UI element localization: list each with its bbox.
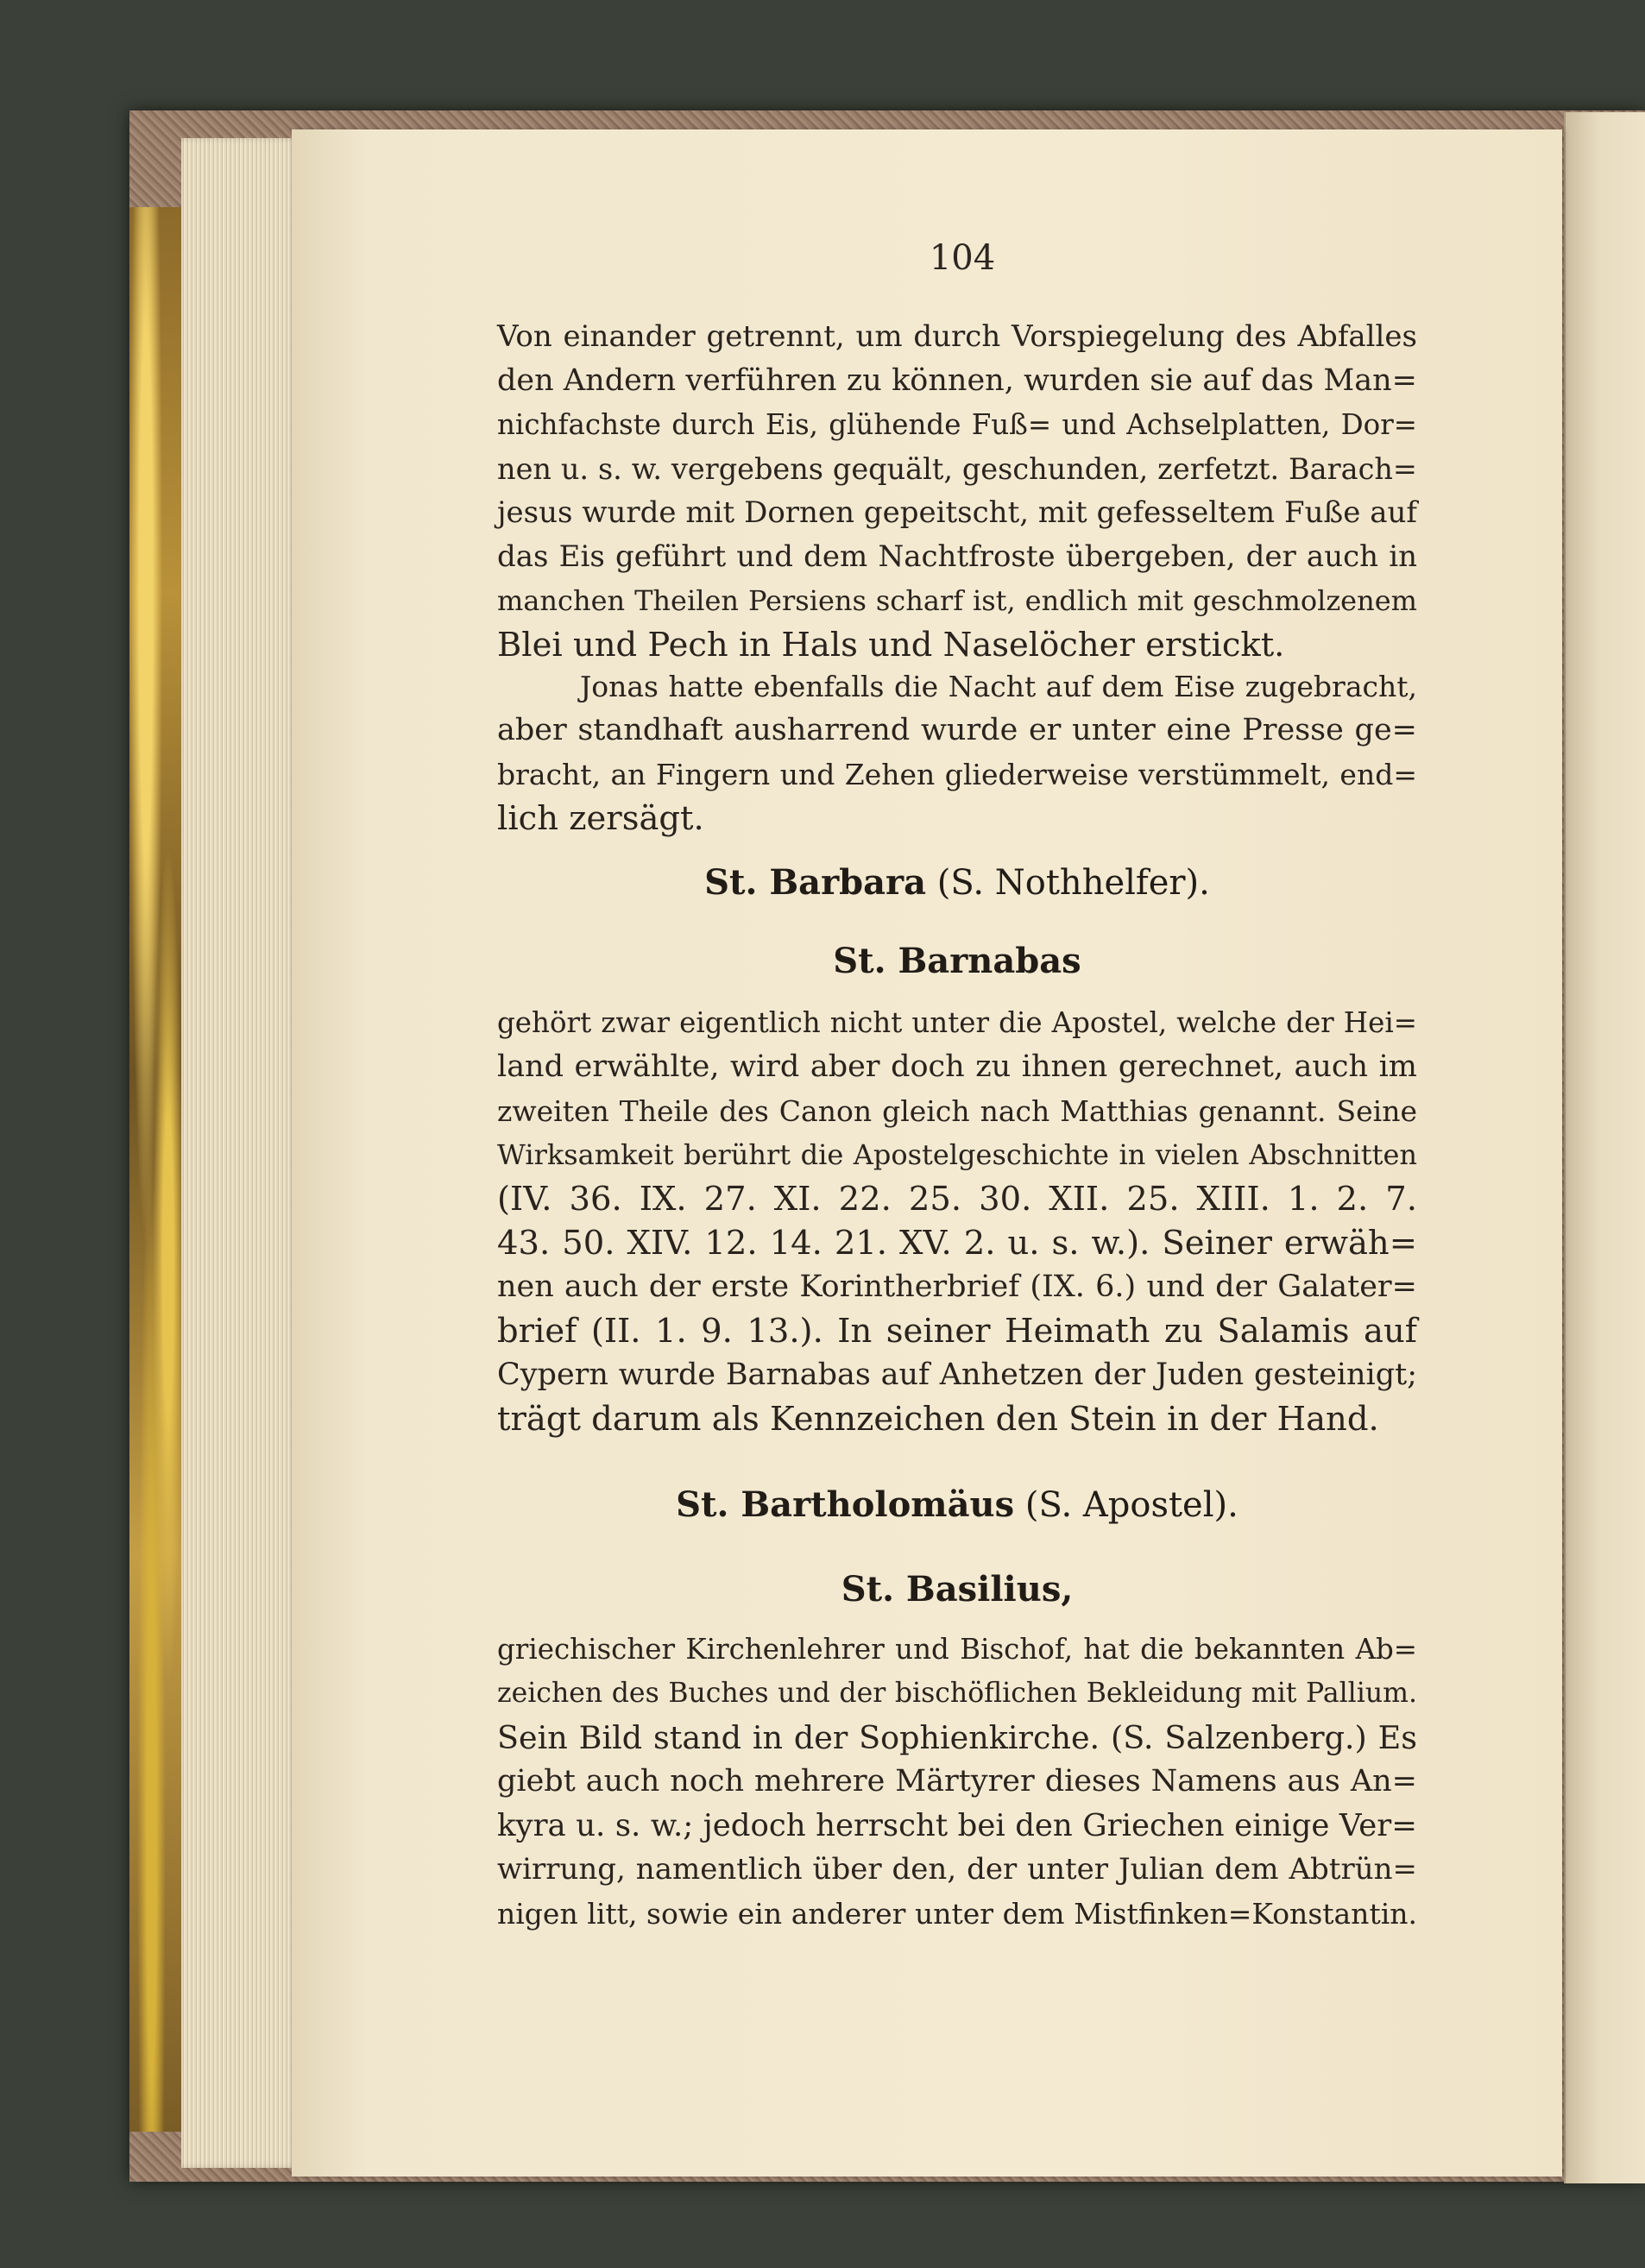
paragraph-jonas xyxy=(497,665,1417,841)
text-line: wirrung, namentlich über den, der unter Julian dem Abtrün= xyxy=(497,1852,1417,1887)
text-line: nen auch der erste Korintherbrief (IX. 6.) und der Galater= xyxy=(497,1269,1417,1304)
text-line: aber standhaft ausharrend wurde er unter eine Presse ge= xyxy=(497,713,1417,747)
facing-page-edge xyxy=(1564,112,1645,2183)
text-line: jesus wurde mit Dornen gepeitscht, mit gefesseltem Fuße auf xyxy=(497,495,1417,530)
paragraph-barnabas xyxy=(497,1001,1417,1441)
text-line: nen u. s. w. vergebens gequält, geschunden, zerfetzt. Barach= xyxy=(497,452,1417,486)
heading-bold: St. Basilius, xyxy=(841,1569,1074,1610)
text-line: zweiten Theile des Canon gleich nach Matthias genannt. Seine xyxy=(497,1094,1417,1128)
heading-st-basilius xyxy=(497,1567,1417,1611)
text-line: das Eis geführt und dem Nachtfroste übergeben, der auch in xyxy=(497,539,1417,574)
heading-bold: St. Barbara xyxy=(704,862,927,903)
text-line: (IV. 36. IX. 27. XI. 22. 25. 30. XII. 25. XIII. 1. 2. 7. xyxy=(497,1180,1417,1219)
text-line: Sein Bild stand in der Sophienkirche. (S. Salzenberg.) Es xyxy=(497,1719,1417,1756)
heading-st-barbara xyxy=(497,860,1417,904)
paragraph-basilius xyxy=(497,1628,1417,1936)
text-line: Cypern wurde Barnabas auf Anhetzen der Juden gesteinigt; xyxy=(497,1358,1417,1392)
text-line: bracht, an Fingern und Zehen gliederweise verstümmelt, end= xyxy=(497,758,1417,791)
text-line: Blei und Pech in Hals und Naselöcher erstickt. xyxy=(497,626,1285,665)
text-line: land erwählte, wird aber doch zu ihnen gerechnet, auch im xyxy=(497,1049,1417,1084)
page-number: 104 xyxy=(929,238,996,278)
text-line: giebt auch noch mehrere Märtyrer dieses Namens aus An= xyxy=(497,1764,1417,1799)
text-line: Wirksamkeit berührt die Apostelgeschichte in vielen Abschnitten xyxy=(497,1138,1417,1171)
heading-rest: (S. Apostel). xyxy=(1014,1485,1238,1525)
text-line: lich zersägt. xyxy=(497,799,704,838)
text-line: trägt darum als Kennzeichen den Stein in der Hand. xyxy=(497,1400,1379,1439)
page-stack-edges xyxy=(181,138,302,2168)
text-line: 43. 50. XIV. 12. 14. 21. XV. 2. u. s. w.). Seiner erwäh= xyxy=(497,1224,1417,1263)
text-line: Von einander getrennt, um durch Vorspiegelung des Abfalles xyxy=(497,319,1417,354)
text-line: kyra u. s. w.; jedoch herrscht bei den Griechen einige Ver= xyxy=(497,1808,1417,1843)
marbled-endpaper xyxy=(129,207,185,2132)
paragraph-barachjesus xyxy=(497,315,1417,667)
heading-rest: (S. Nothhelfer). xyxy=(926,863,1210,903)
text-line: gehört zwar eigentlich nicht unter die Apostel, welche der Hei= xyxy=(497,1006,1417,1039)
text-line: brief (II. 1. 9. 13.). In seiner Heimath zu Salamis auf xyxy=(497,1312,1417,1351)
heading-st-bartholomaeus xyxy=(497,1483,1417,1527)
text-line: griechischer Kirchenlehrer und Bischof, hat die bekannten Ab= xyxy=(497,1633,1417,1666)
text-line: zeichen des Buches und der bischöflichen Bekleidung mit Pallium. xyxy=(497,1678,1417,1709)
text-line: nigen litt, sowie ein anderer unter dem Mistfinken=Konstantin. xyxy=(497,1897,1417,1931)
text-line: Jonas hatte ebenfalls die Nacht auf dem Eise zugebracht, xyxy=(580,670,1417,703)
heading-bold: St. Barnabas xyxy=(833,941,1081,981)
text-line: manchen Theilen Persiens scharf ist, endlich mit geschmolzenem xyxy=(497,584,1417,617)
heading-st-barnabas xyxy=(497,939,1417,983)
text-line: den Andern verführen zu können, wurden sie auf das Man= xyxy=(497,363,1417,398)
text-line: nichfachste durch Eis, glühende Fuß= und Achselplatten, Dor= xyxy=(497,408,1417,441)
heading-bold: St. Bartholomäus xyxy=(676,1484,1015,1525)
